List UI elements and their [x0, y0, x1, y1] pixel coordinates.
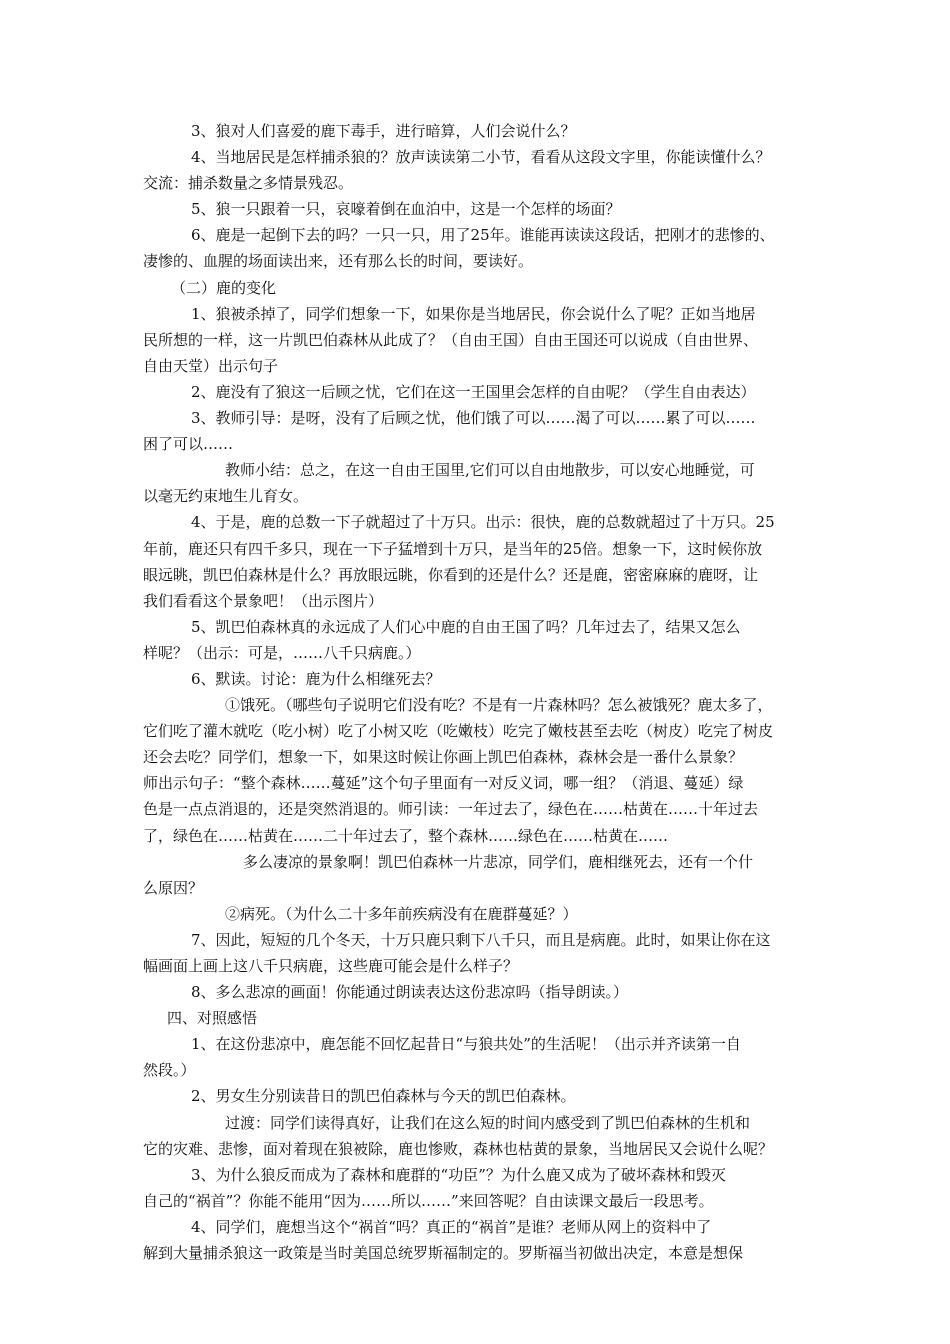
text-line: 1、狼被杀掉了，同学们想象一下，如果你是当地居民，你会说什么了呢？正如当地居 — [191, 304, 756, 323]
text-line: 困了可以…… — [143, 435, 234, 454]
text-line: 它们吃了灌木就吃（吃小树）吃了小树又吃（吃嫩枝）吃完了嫩枝甚至去吃（树皮）吃完了树皮 — [143, 722, 774, 741]
text-line: 3、教师引导：是呀，没有了后顾之忧，他们饿了可以……渴了可以……累了可以…… — [191, 409, 756, 428]
text-line: 3、为什么狼反而成为了森林和鹿群的“功臣”？为什么鹿又成为了破坏森林和毁灭 — [191, 1165, 726, 1184]
text-line: 我们看看这个景象吧！（出示图片） — [143, 591, 384, 610]
text-line: 自己的“祸首”？你能不能用“因为……所以……”来回答呢？自由读课文最后一段思考。 — [143, 1191, 714, 1210]
text-line: 民所想的一样，这一片凯巴伯森林从此成了？（自由王国）自由王国还可以说成（自由世界、 — [143, 330, 759, 349]
text-line: 5、凯巴伯森林真的永远成了人们心中鹿的自由王国了吗？几年过去了，结果又怎么 — [191, 617, 741, 636]
text-line: 3、狼对人们喜爱的鹿下毒手，进行暗算，人们会说什么？ — [191, 122, 576, 140]
text-line: 还会去吃？同学们，想象一下，如果这时候让你画上凯巴伯森林，森林会是一番什么景象？ — [143, 748, 744, 767]
text-line: 5、狼一只跟着一只，哀嚎着倒在血泊中，这是一个怎样的场面？ — [191, 200, 621, 219]
text-line: 过渡：同学们读得真好，让我们在这么短的时间内感受到了凯巴伯森林的生机和 — [225, 1113, 751, 1132]
text-line: 2、男女生分别读昔日的凯巴伯森林与今天的凯巴伯森林。 — [191, 1087, 576, 1106]
text-line: 师出示句子：“整个森林……蔓延”这个句子里面有一对反义词，哪一组？（消退、蔓延）绿 — [143, 774, 744, 793]
text-line: 4、于是，鹿的总数一下子就超过了十万只。出示：很快，鹿的总数就超过了十万只。25 — [191, 513, 775, 532]
text-line: 年前，鹿还只有四千多只，现在一下子猛增到十万只，是当年的25倍。想象一下，这时候你放 — [143, 539, 763, 558]
text-line: 7、因此，短短的几个冬天，十万只鹿只剩下八千只，而且是病鹿。此时，如果让你在这 — [191, 930, 771, 949]
text-line: 然段。） — [143, 1061, 196, 1080]
text-line: 多么凄凉的景象啊！凯巴伯森林一片悲凉，同学们，鹿相继死去，还有一个什 — [243, 852, 754, 871]
text-line: 教师小结：总之，在这一自由王国里,它们可以自由地散步，可以安心地睡觉，可 — [225, 461, 755, 480]
text-line: 它的灾难、悲惨，面对着现在狼被除，鹿也惨败，森林也枯黄的景象，当地居民又会说什么呢？ — [143, 1139, 774, 1158]
text-line: 6、默读。讨论：鹿为什么相继死去？ — [191, 669, 441, 688]
text-line: 2、鹿没有了狼这一后顾之忧，它们在这一王国里会怎样的自由呢？（学生自由表达） — [191, 382, 756, 401]
text-line: 么原因？ — [143, 878, 204, 897]
section-heading: 四、对照感悟 — [167, 1009, 258, 1028]
text-line: ②病死。（为什么二十多年前疾病没有在鹿群蔓延？） — [225, 904, 578, 923]
text-line: 解到大量捕杀狼这一政策是当时美国总统罗斯福制定的。罗斯福当初做出决定，本意是想保 — [143, 1244, 744, 1263]
text-line: 1、在这份悲凉中，鹿怎能不回忆起昔日“与狼共处”的生活呢！（出示并齐读第一自 — [191, 1035, 741, 1054]
text-line: 自由天堂）出示句子 — [143, 356, 279, 375]
section-heading: （二）鹿的变化 — [171, 278, 277, 297]
text-line: 4、同学们，鹿想当这个“祸首“吗？真正的“祸首”是谁？老师从网上的资料中了 — [191, 1217, 712, 1236]
text-line: 样呢？（出示：可是，……八千只病鹿。） — [143, 643, 421, 662]
text-line: 交流：捕杀数量之多情景残忍。 — [143, 174, 354, 193]
text-line: 8、多么悲凉的画面！你能通过朗读表达这份悲凉吗（指导朗读。） — [191, 983, 629, 1002]
text-line: 色是一点点消退的，还是突然消退的。师引读：一年过去了，绿色在……枯黄在……十年过去 — [143, 800, 759, 819]
text-line: 以毫无约束地生儿育女。 — [143, 487, 309, 506]
text-line: ①饿死。（哪些句子说明它们没有吃？不是有一片森林吗？怎么被饿死？鹿太多了， — [225, 696, 773, 715]
text-line: 凄惨的、血腥的场面读出来，还有那么长的时间，要读好。 — [143, 252, 534, 271]
text-line: 6、鹿是一起倒下去的吗？一只一只，用了25年。谁能再读读这段话，把刚才的悲惨的、 — [191, 226, 775, 245]
text-line: 了，绿色在……枯黄在……二十年过去了，整个森林……绿色在……枯黄在…… — [143, 826, 669, 845]
text-line: 4、当地居民是怎样捕杀狼的？放声读读第二小节，看看从这段文字里，你能读懂什么？ — [191, 148, 771, 167]
text-line: 眼远眺，凯巴伯森林是什么？再放眼远眺，你看到的还是什么？还是鹿，密密麻麻的鹿呀，让 — [143, 565, 759, 584]
text-line: 幅画面上画上这八千只病鹿，这些鹿可能会是什么样子？ — [143, 957, 519, 975]
